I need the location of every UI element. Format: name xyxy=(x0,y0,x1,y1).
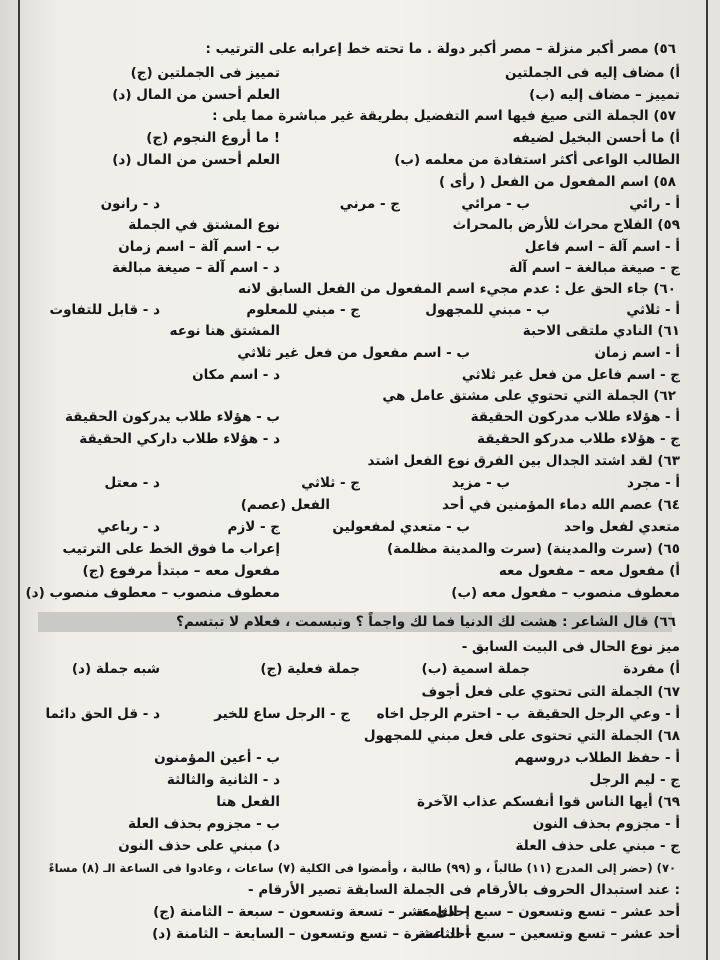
question-69-prompt: الفعل هنا xyxy=(216,794,280,810)
option-a: أ - هؤلاء طلاب مدركون الحقيقة xyxy=(470,409,680,425)
option-b: ب - مزيد xyxy=(451,475,510,491)
question-64: ٦٤) عصم الله دماء المؤمنين في أحد xyxy=(441,497,680,513)
option-d: (د) أحد عشرة – تسع وتسعون – السابعة – الثامنة xyxy=(152,926,470,942)
question-68: ٦٨) الجملة التي تحتوى على فعل مبني للمجهول xyxy=(363,728,680,744)
option-c: (ج) تمييز فى الجملتين xyxy=(130,65,280,81)
option-c: (ج) إحدى عشر – تسعة وتسعون – سبعة – الثامنة xyxy=(153,904,470,920)
question-58: ٥٨) اسم المفعول من الفعل ( رأى ) xyxy=(438,174,676,190)
option-d: د - قابل للتفاوت xyxy=(49,302,160,318)
question-70: ٧٠) (حضر إلى المدرج (١١) طالباً ، و (٩٩) طالبة ، وأمضوا فى الكلية (٧) ساعات ، وعادوا فى الساعة الـ (٨) مساءً xyxy=(48,861,676,875)
option-c: (ج) ما أروع النجوم ! xyxy=(146,130,280,146)
question-64-prompt: الفعل (عصم) xyxy=(240,497,330,513)
option-c: ج - مبني على حذف العلة xyxy=(515,838,680,854)
option-b: ب - اسم مفعول من فعل غير ثلاثي xyxy=(237,345,470,361)
right-border-line xyxy=(706,0,708,960)
option-c: (ج) جملة فعلية xyxy=(260,661,360,677)
option-d: (د) العلم أحسن من المال xyxy=(112,152,280,168)
option-c: ج - صيغة مبالغة – اسم آلة xyxy=(509,260,680,276)
question-70-prompt: - عند استبدال الحروف بالأرقام فى الجملة السابقة تصير الأرقام : xyxy=(248,882,680,898)
option-a: متعدي لفعل واحد xyxy=(563,519,680,535)
option-d: د - رانون xyxy=(100,196,160,212)
question-61: ٦١) النادي ملتقى الاحبة xyxy=(522,323,680,339)
option-d: د - اسم آلة – صيغة مبالغة xyxy=(111,260,280,276)
option-d: د) مبني على حذف النون xyxy=(118,838,280,854)
option-a: أ) مضاف إليه فى الجملتين xyxy=(504,65,680,81)
option-c: ج - ليم الرجل xyxy=(589,772,680,788)
option-d: (د) شبه جملة xyxy=(71,661,160,677)
question-59-prompt: نوع المشتق في الجملة xyxy=(128,217,280,233)
option-d: د - قل الحق دائما xyxy=(45,706,160,722)
option-d: د - معتل xyxy=(104,475,160,491)
option-b: ب - مجزوم بحذف العلة xyxy=(127,816,280,832)
question-65-prompt: إعراب ما فوق الخط على الترتيب xyxy=(62,541,280,557)
option-d: د - رباعي xyxy=(97,519,160,535)
question-63: ٦٣) لقد اشتد الجدال بين الفرق xyxy=(473,453,680,469)
option-b: ب - مبني للمجهول xyxy=(425,302,550,318)
option-b: (ب) معطوف منصوب – مفعول معه xyxy=(451,585,680,601)
option-c: ج - مرني xyxy=(339,196,400,212)
question-63-prompt: نوع الفعل اشتد xyxy=(367,453,470,469)
option-a: أ - مجرد xyxy=(626,475,680,491)
option-a: أ - وعي الرجل الحقيقة xyxy=(527,706,680,722)
option-b: ب - اسم آلة – اسم زمان xyxy=(118,239,280,255)
question-56: ٥٦) مصر أكبر منزلة – مصر أكبر دولة . ما تحته خط إعرابه على الترتيب : xyxy=(205,41,676,57)
question-66: ٦٦) قال الشاعر : هشت لك الدنيا فما لك واجماً ؟ وتبسمت ، فعلام لا تبتسم؟ xyxy=(176,614,676,630)
option-c: ج - مبني للمعلوم xyxy=(246,302,360,318)
question-62: ٦٢) الجملة التي تحتوي على مشتق عامل هي xyxy=(382,388,676,404)
option-b: (ب) تمييز – مضاف إليه xyxy=(529,87,680,103)
option-a: أ) ما أحسن البخيل لضيفه xyxy=(512,130,680,146)
question-69: ٦٩) أيها الناس قوا أنفسكم عذاب الآخرة xyxy=(417,794,680,810)
option-c: ج - الرجل ساع للخير xyxy=(214,706,350,722)
option-b: أحد عشر – تسع وتسعين – سبع – الثامنة xyxy=(417,926,680,942)
option-b: ب - هؤلاء طلاب يدركون الحقيقة xyxy=(64,409,280,425)
option-c: ج - ثلاثي xyxy=(301,475,360,491)
option-a: أ - رائي xyxy=(629,196,680,212)
option-a: أ - اسم زمان xyxy=(594,345,680,361)
option-d: د - هؤلاء طلاب داركي الحقيقة xyxy=(79,431,280,447)
option-a: أ - مجزوم بحذف النون xyxy=(532,816,680,832)
question-67: ٦٧) الجملة التى تحتوي على فعل أجوف xyxy=(421,684,680,700)
option-d: د - اسم مكان xyxy=(192,367,280,383)
option-c: ج - اسم فاعل من فعل غير ثلاثي xyxy=(461,367,680,383)
question-57: ٥٧) الجملة التى صيغ فيها اسم التفضيل بطريقة غير مباشرة مما يلى : xyxy=(212,108,676,124)
left-border-line xyxy=(18,0,20,960)
option-b: ب - أعين المؤمنون xyxy=(154,750,280,766)
option-c: ج - هؤلاء طلاب مدركو الحقيقة xyxy=(477,431,680,447)
option-b: (ب) الطالب الواعى أكثر استفادة من معلمه xyxy=(394,152,680,168)
question-65: ٦٥) (سرت والمدينة) (سرت والمدينة مظلمة) xyxy=(387,541,680,557)
option-a: أ - حفظ الطلاب دروسهم xyxy=(514,750,680,766)
option-c: ج - لازم xyxy=(227,519,280,535)
question-66-prompt: - ميز نوع الحال فى البيت السابق xyxy=(461,639,680,655)
question-60: ٦٠) جاء الحق عل : عدم مجيء اسم المفعول من الفعل السابق لانه xyxy=(238,281,676,297)
option-a: أ) مفردة xyxy=(623,661,680,677)
question-61-prompt: المشتق هنا نوعه xyxy=(169,323,280,339)
option-d: (د) معطوف منصوب – معطوف منصوب xyxy=(25,585,280,601)
option-b: ب - متعدي لمفعولين xyxy=(332,519,470,535)
option-b: (ب) جملة اسمية xyxy=(421,661,530,677)
question-59: ٥٩) الفلاح محراث للأرض بالمحراث xyxy=(452,217,680,233)
option-d: (د) العلم أحسن من المال xyxy=(112,87,280,103)
option-a: أ - ثلاثي xyxy=(626,302,680,318)
option-a: أ) مفعول معه – مفعول معه xyxy=(498,563,680,579)
option-c: (ج) مفعول معه – مبتدأ مرفوع xyxy=(82,563,280,579)
option-b: ب - احترم الرجل اخاه xyxy=(376,706,520,722)
option-a: أحد عشر – تسع وتسعون – سبع – الثامنة xyxy=(415,904,680,920)
option-a: أ - اسم آلة – اسم فاعل xyxy=(524,239,680,255)
option-d: د - الثانية والثالثة xyxy=(166,772,280,788)
option-b: ب - مرائي xyxy=(461,196,530,212)
